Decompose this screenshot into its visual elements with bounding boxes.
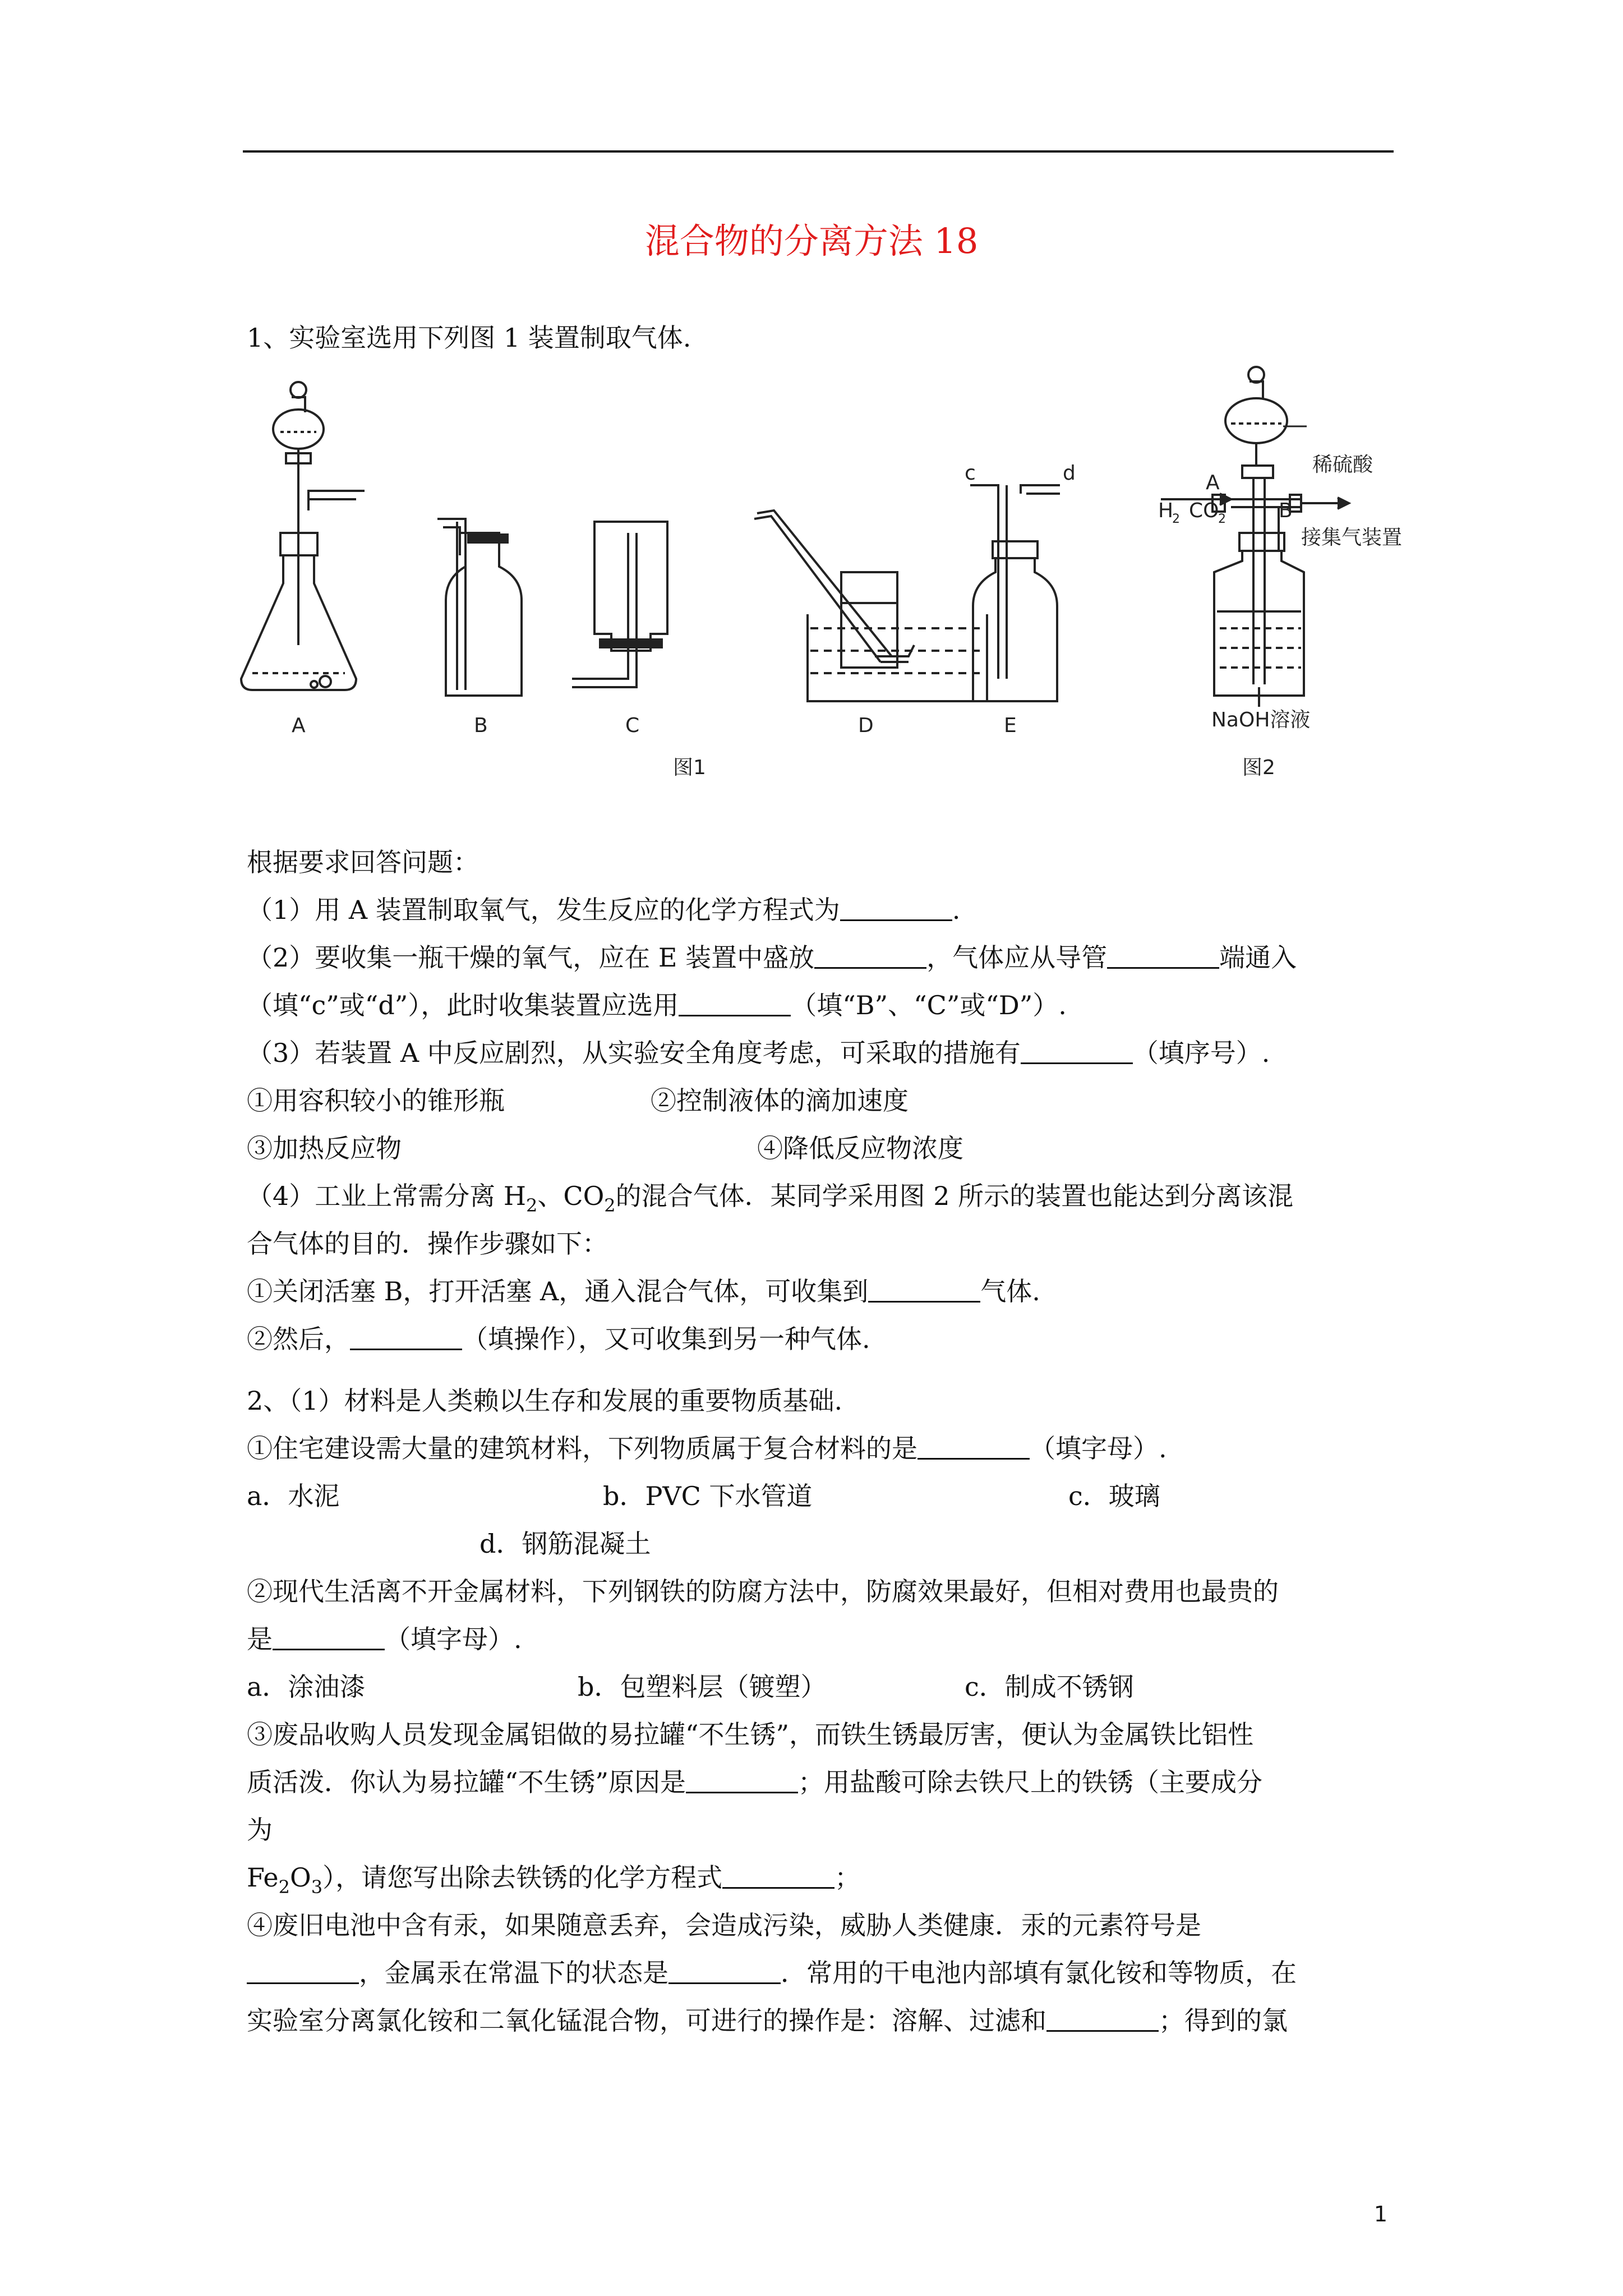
q1-part4-cont: 合气体的目的．操作步骤如下： [247, 1228, 608, 1259]
q2-item-1-opt-c: c．玻璃 [1068, 1481, 1160, 1511]
q1-part4: （4）工业上常需分离 $H_2$、$CO_2$的混合气体．某同学采用图 2 所示的装置也能达到分离该混 [247, 1181, 1294, 1216]
valve-a-label: A [1206, 471, 1220, 494]
apparatus-a [241, 382, 365, 690]
q2-item-3-formula: $Fe_2O_3$），请您写出除去铁锈的化学方程式 ； [247, 1862, 861, 1898]
q1-option-2: ②控制液体的滴加速度 [651, 1085, 909, 1116]
q2-item-2: ②现代生活离不开金属材料，下列钢铁的防腐方法中，防腐效果最好，但相对费用也最贵的 [247, 1576, 1279, 1607]
q2-item-2-opt-b: b．包塑料层（镀塑） [578, 1672, 827, 1702]
q1-part1: （1）用 A 装置制取氧气，发生反应的化学方程式为 . [247, 895, 961, 925]
answer-blank[interactable] [668, 1960, 781, 1984]
q2-item-3-wrap: 为 [247, 1815, 273, 1845]
q2-item-3: ③废品收购人员发现金属铝做的易拉罐“不生锈”，而铁生锈最厉害，便认为金属铁比铝性 [247, 1719, 1254, 1750]
q1-part2-cont: （填“c”或“d”），此时收集装置应选用 （填“B”、“C”或“D”）. [247, 990, 1067, 1020]
q2-item-1-opt-a: a．水泥 [247, 1481, 340, 1511]
q2-item-2-cont: 是 （填字母）. [247, 1624, 522, 1654]
q2-item-4-cont2: 实验室分离氯化铵和二氧化锰混合物，可进行的操作是：溶解、过滤和 ；得到的氯 [247, 2005, 1288, 2036]
q2-item-4: ④废旧电池中含有汞，如果随意丢弃，会造成污染，威胁人类健康．汞的元素符号是 [247, 1910, 1201, 1940]
gas-h2: H [1158, 499, 1174, 522]
gas-co2-sub: 2 [1218, 512, 1226, 526]
fig1-caption: 图1 [673, 756, 706, 779]
q2-item-3-cont: 质活泼．你认为易拉罐“不生锈”原因是 ；用盐酸可除去铁尺上的铁锈（主要成分 [247, 1767, 1263, 1797]
q1-step-2: ②然后， （填操作），又可收集到另一种气体. [247, 1324, 870, 1354]
acid-label: 稀硫酸 [1312, 453, 1373, 476]
answer-blank[interactable] [273, 1626, 385, 1650]
label-c: C [625, 714, 640, 737]
collect-label: 接集气装置 [1301, 526, 1403, 549]
valve-b-label: B [1279, 499, 1293, 522]
gas-co2: CO [1189, 499, 1219, 522]
q1-option-3: ③加热反应物 [247, 1133, 402, 1163]
answer-blank[interactable] [1021, 1040, 1133, 1064]
answer-blank[interactable] [247, 1960, 359, 1984]
gas-h2-sub: 2 [1172, 512, 1180, 526]
apparatus-b [437, 519, 522, 696]
answer-blank[interactable] [840, 897, 952, 921]
q2-head: 2、（1）材料是人类赖以生存和发展的重要物质基础. [247, 1386, 843, 1416]
q2-item-4-cont: ，金属汞在常温下的状态是 ．常用的干电池内部填有氯化铵和等物质，在 [247, 1955, 1297, 1991]
page-title: 混合物的分离方法 18 [644, 220, 979, 261]
q1-prompt: 根据要求回答问题： [247, 847, 479, 877]
answer-blank[interactable] [686, 1769, 798, 1793]
label-b: B [474, 714, 488, 737]
apparatus-e [970, 485, 1060, 701]
q1-part2: （2）要收集一瓶干燥的氧气，应在 E 装置中盛放 ，气体应从导管 端通入 [247, 942, 1297, 973]
apparatus-figure [236, 365, 1413, 802]
answer-blank[interactable] [814, 945, 926, 969]
q1-intro: 1、实验室选用下列图 1 装置制取气体. [247, 323, 691, 353]
fig2-caption: 图2 [1242, 756, 1275, 779]
label-e: E [1004, 714, 1017, 737]
e-port-d: d [1063, 462, 1076, 485]
answer-blank[interactable] [1046, 2008, 1159, 2032]
q2-item-2-opt-c: c．制成不锈钢 [965, 1672, 1134, 1702]
q1-option-4: ④降低反应物浓度 [757, 1133, 963, 1163]
answer-blank[interactable] [722, 1865, 834, 1889]
answer-blank[interactable] [917, 1435, 1030, 1460]
q1-option-1: ①用容积较小的锥形瓶 [247, 1085, 505, 1116]
e-port-c: c [965, 462, 976, 485]
header-rule [243, 150, 1394, 153]
q2-item-1: ①住宅建设需大量的建筑材料，下列物质属于复合材料的是 （填字母）. [247, 1433, 1167, 1464]
answer-blank[interactable] [868, 1278, 980, 1303]
label-d: D [858, 714, 874, 737]
answer-blank[interactable] [1107, 945, 1219, 969]
q2-item-2-opt-a: a．涂油漆 [247, 1672, 366, 1702]
q2-item-1-opt-d: d．钢筋混凝土 [479, 1529, 651, 1559]
q2-item-1-opt-b: b．PVC 下水管道 [603, 1481, 813, 1511]
page-number: 1 [1373, 2202, 1387, 2226]
apparatus-d [754, 510, 987, 701]
q1-step-1: ①关闭活塞 B，打开活塞 A，通入混合气体，可收集到 气体. [247, 1276, 1040, 1306]
apparatus-c [572, 522, 667, 687]
solution-label: NaOH溶液 [1211, 708, 1311, 731]
answer-blank[interactable] [679, 992, 791, 1016]
answer-blank[interactable] [350, 1326, 462, 1350]
q1-part3: （3）若装置 A 中反应剧烈，从实验安全角度考虑，可采取的措施有 （填序号）. [247, 1038, 1270, 1068]
label-a: A [292, 714, 306, 737]
